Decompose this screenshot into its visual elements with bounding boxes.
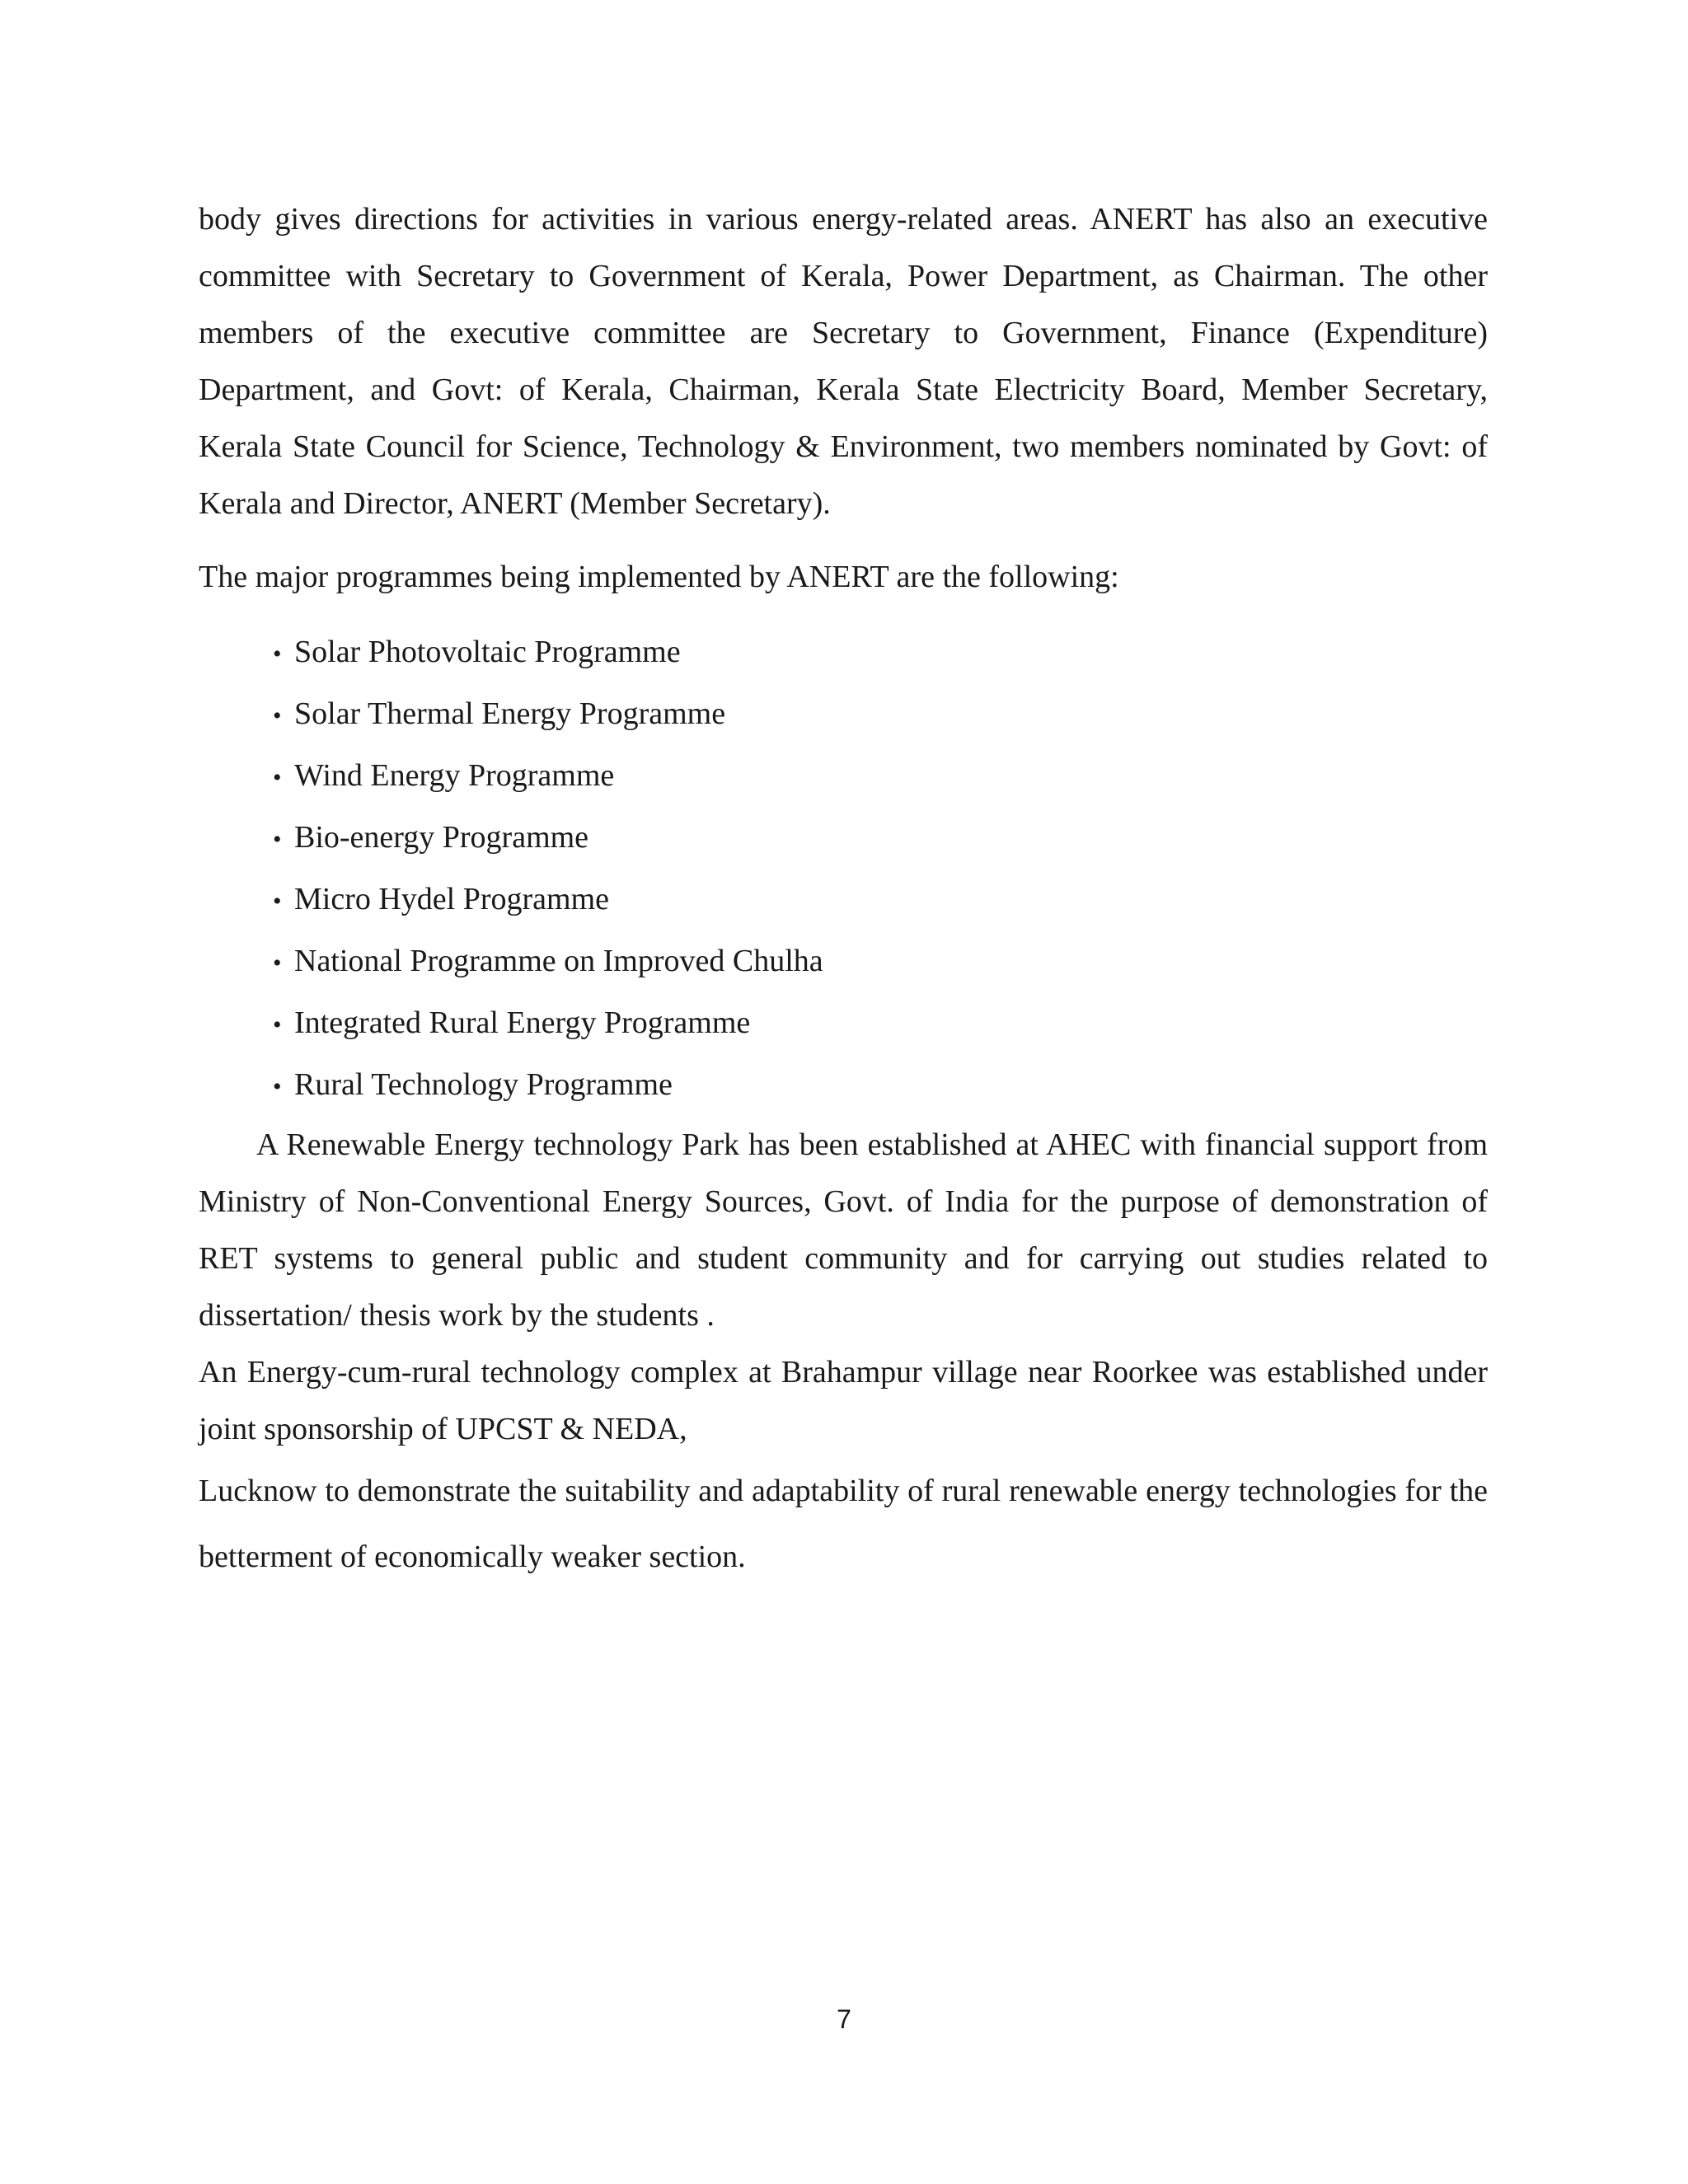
programme-label: Rural Technology Programme — [294, 1067, 673, 1102]
bullet-icon: • — [273, 640, 282, 668]
bullet-icon: • — [273, 1073, 282, 1100]
list-item — [273, 746, 1488, 808]
page-content — [199, 191, 1488, 1590]
bullet-icon: • — [273, 949, 282, 977]
list-item — [273, 622, 1488, 684]
paragraph-rural-complex: An Energy-cum-rural technology complex at Brahampur village near Roorkee was established under joint sponsorship of UPCST & NEDA, — [199, 1355, 1488, 1446]
list-item — [273, 1055, 1488, 1117]
programme-label: Bio-energy Programme — [294, 820, 589, 855]
list-item — [273, 931, 1488, 993]
programme-label: Wind Energy Programme — [294, 758, 615, 793]
bullet-icon: • — [273, 764, 282, 791]
programmes-list — [199, 622, 1488, 1117]
programme-label: Solar Photovoltaic Programme — [294, 635, 681, 669]
programme-label: Micro Hydel Programme — [294, 882, 610, 916]
programme-label: Solar Thermal Energy Programme — [294, 696, 726, 731]
bullet-icon: • — [273, 826, 282, 853]
paragraph-technology-park: A Renewable Energy technology Park has been established at AHEC with financial support from Ministry of Non-Conventional Energy Sources, Govt. of India for the purpose of demonstration of RET systems to general public and student community and for carrying out studies related to dissertation/ thesis work by the students . — [199, 1127, 1488, 1333]
list-item — [273, 808, 1488, 869]
bullet-icon: • — [273, 702, 282, 729]
bullet-icon: • — [273, 888, 282, 915]
programme-label: Integrated Rural Energy Programme — [294, 1005, 751, 1040]
list-item — [273, 993, 1488, 1055]
paragraph-executive-committee: body gives directions for activities in various energy-related areas. ANERT has also an executive committee with Secretary to Government of Kerala, Power Department, as Chairman. The other members of the executive committee are Secretary to Government, Finance (Expenditure) Department, and Govt: of Kerala, Chairman, Kerala State Electricity Board, Member Secretary, Kerala State Council for Science, Technology & Environment, two members nominated by Govt: of Kerala and Director, ANERT (Member Secretary). — [199, 202, 1488, 521]
programme-label: National Programme on Improved Chulha — [294, 944, 823, 978]
bullet-icon: • — [273, 1011, 282, 1038]
list-item — [273, 684, 1488, 746]
list-item — [273, 869, 1488, 931]
paragraph-lucknow: Lucknow to demonstrate the suitability and adaptability of rural renewable energy technologies for the betterment of economically weaker section. — [199, 1474, 1488, 1574]
programmes-intro: The major programmes being implemented by ANERT are the following: — [199, 560, 1119, 594]
page-number: 7 — [837, 2004, 851, 2034]
